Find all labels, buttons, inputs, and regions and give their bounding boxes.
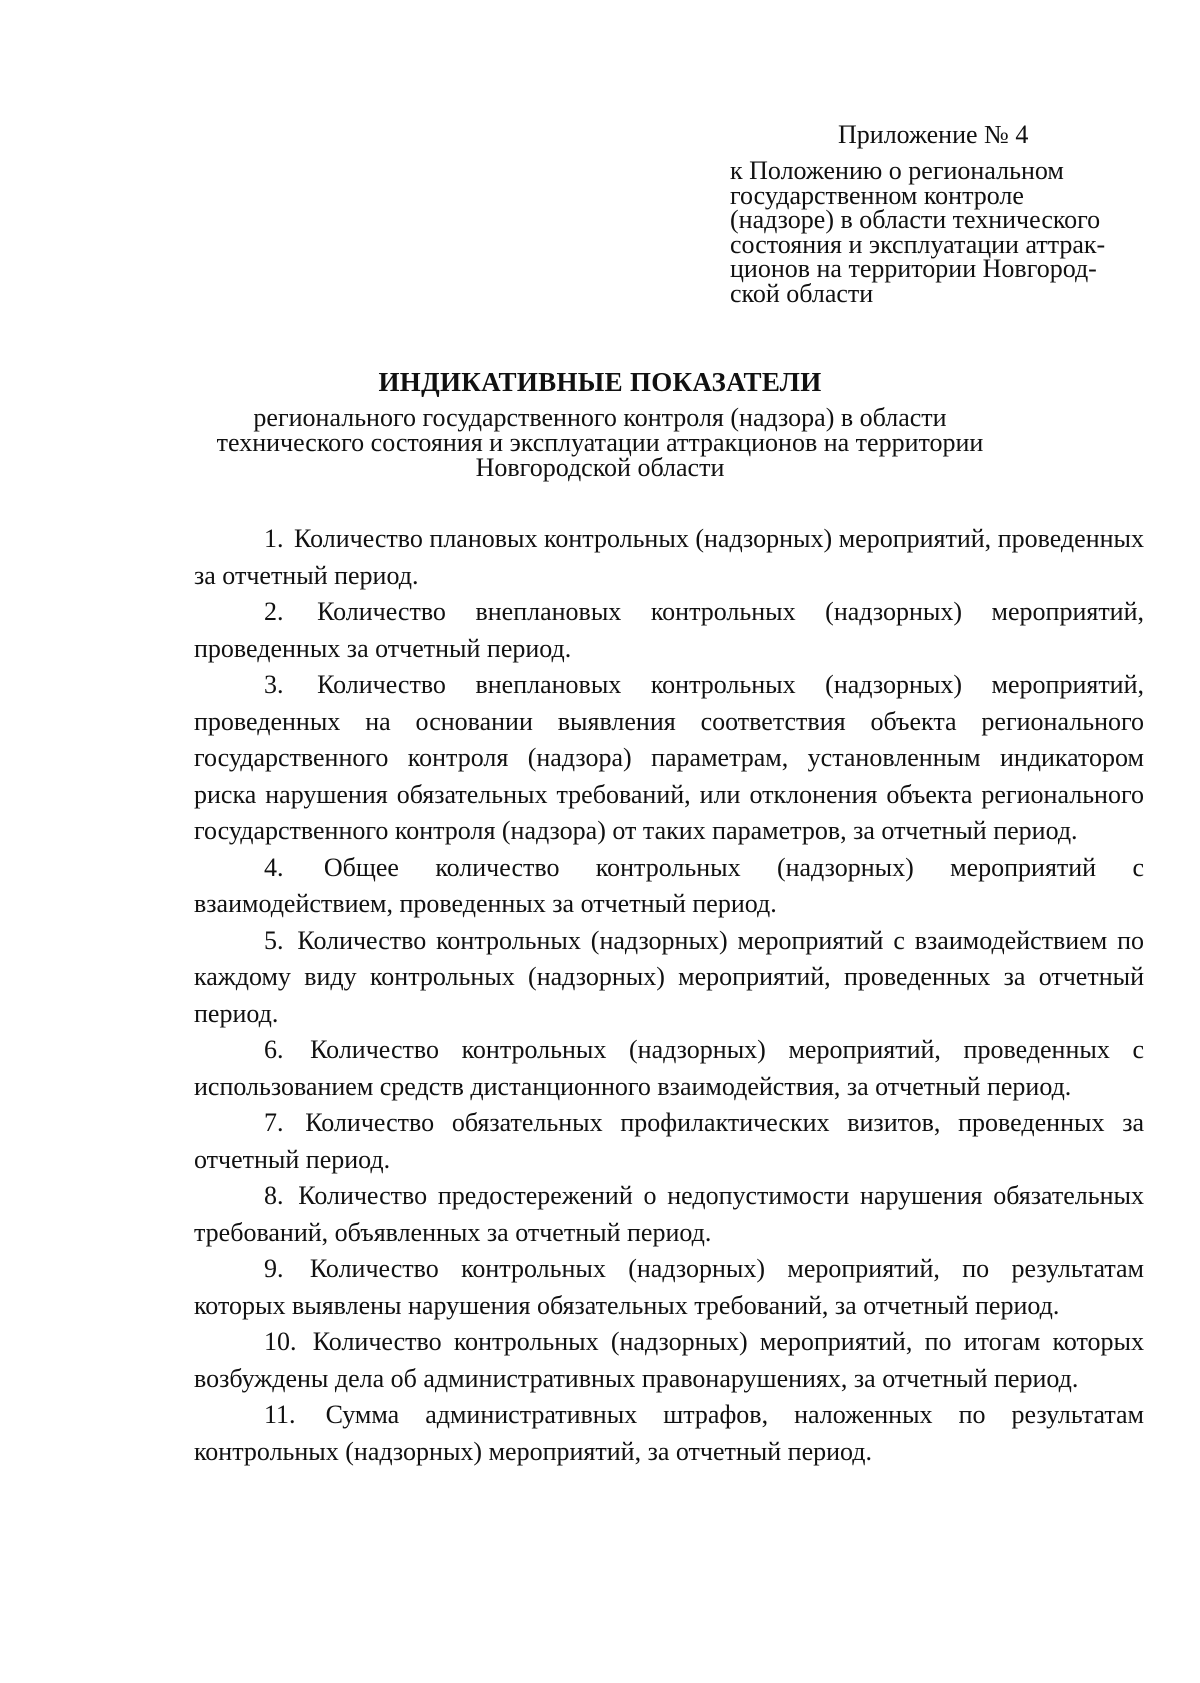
item-number: 9. — [264, 1254, 284, 1283]
indicator-item — [194, 1032, 1144, 1105]
item-text: Количество контрольных (надзорных) мероприятий, по результатам которых выявлены нарушения обязательных требований, за отчетный период. — [194, 1254, 1144, 1320]
indicator-item — [194, 1178, 1144, 1251]
document-title: ИНДИКАТИВНЫЕ ПОКАЗАТЕЛИ — [378, 367, 822, 397]
indicator-list — [194, 521, 1144, 1470]
document-subtitle — [200, 405, 1000, 480]
indicator-item — [194, 850, 1144, 923]
indicator-item — [194, 1397, 1144, 1470]
item-number: 4. — [264, 852, 284, 882]
item-number: 3. — [264, 670, 284, 699]
indicator-item — [194, 521, 1144, 594]
subtitle-line: регионального государственного контроля (надзора) в области — [253, 403, 947, 432]
item-number: 7. — [264, 1108, 284, 1137]
item-text: Количество контрольных (надзорных) мероприятий с взаимодействием по каждому виду контрольных (надзорных) мероприятий, проведенных за отчетный период. — [194, 925, 1145, 1028]
item-text: Сумма административных штрафов, наложенных по результатам контрольных (надзорных) мероприятий, за отчетный период. — [194, 1400, 1144, 1466]
indicator-item — [194, 1105, 1144, 1178]
item-text: Количество внеплановых контрольных (надзорных) мероприятий, проведенных за отчетный период. — [194, 597, 1145, 663]
appendix-line: к Положению о региональном — [730, 156, 1064, 185]
item-text: Общее количество контрольных (надзорных) мероприятий с взаимодействием, проведенных за отчетный период. — [194, 852, 1144, 918]
indicator-item — [194, 1251, 1144, 1324]
item-number: 5. — [264, 925, 284, 955]
item-number: 8. — [264, 1181, 284, 1210]
indicator-item — [194, 594, 1144, 667]
appendix-number: Приложение № 4 — [838, 120, 1029, 149]
item-number: 10. — [264, 1327, 297, 1356]
indicator-item — [194, 667, 1144, 850]
subtitle-line: Новгородской области — [475, 453, 725, 482]
appendix-line: ской области — [730, 278, 874, 308]
subtitle-line: технического состояния и эксплуатации аттракционов на территории — [216, 428, 984, 457]
item-number: 2. — [264, 597, 284, 626]
appendix-line: государственном контроле — [730, 180, 1024, 210]
indicator-item — [194, 923, 1144, 1033]
item-text: Количество обязательных профилактических визитов, проведенных за отчетный период. — [194, 1108, 1144, 1174]
item-text: Количество контрольных (надзорных) мероприятий, проведенных с использованием средств дистанционного взаимодействия, за отчетный период. — [194, 1035, 1145, 1101]
item-number: 6. — [264, 1035, 284, 1064]
item-number: 11. — [264, 1400, 296, 1429]
indicator-item — [194, 1324, 1144, 1397]
item-text: Количество внеплановых контрольных (надзорных) мероприятий, проведенных на основании выявления соответствия объекта регионального государственного контроля (надзора) параметрам, установленным индикатором риска нарушения обязательных требований, или отклонения объекта регионального государственного контроля (надзора) от таких параметров, за отчетный период. — [194, 670, 1145, 845]
item-number: 1. — [264, 524, 284, 553]
appendix-line: ционов на территории Новгород- — [730, 254, 1097, 283]
item-text: Количество предостережений о недопустимости нарушения обязательных требований, объявленных за отчетный период. — [194, 1181, 1145, 1247]
item-text: Количество контрольных (надзорных) мероприятий, по итогам которых возбуждены дела об административных правонарушениях, за отчетный период. — [194, 1327, 1144, 1393]
item-text: Количество плановых контрольных (надзорных) мероприятий, проведенных за отчетный период. — [194, 524, 1144, 590]
appendix-line: (надзоре) в области технического — [730, 205, 1101, 234]
appendix-reference — [730, 156, 1120, 308]
appendix-line: состояния и эксплуатации аттрак- — [730, 229, 1106, 259]
